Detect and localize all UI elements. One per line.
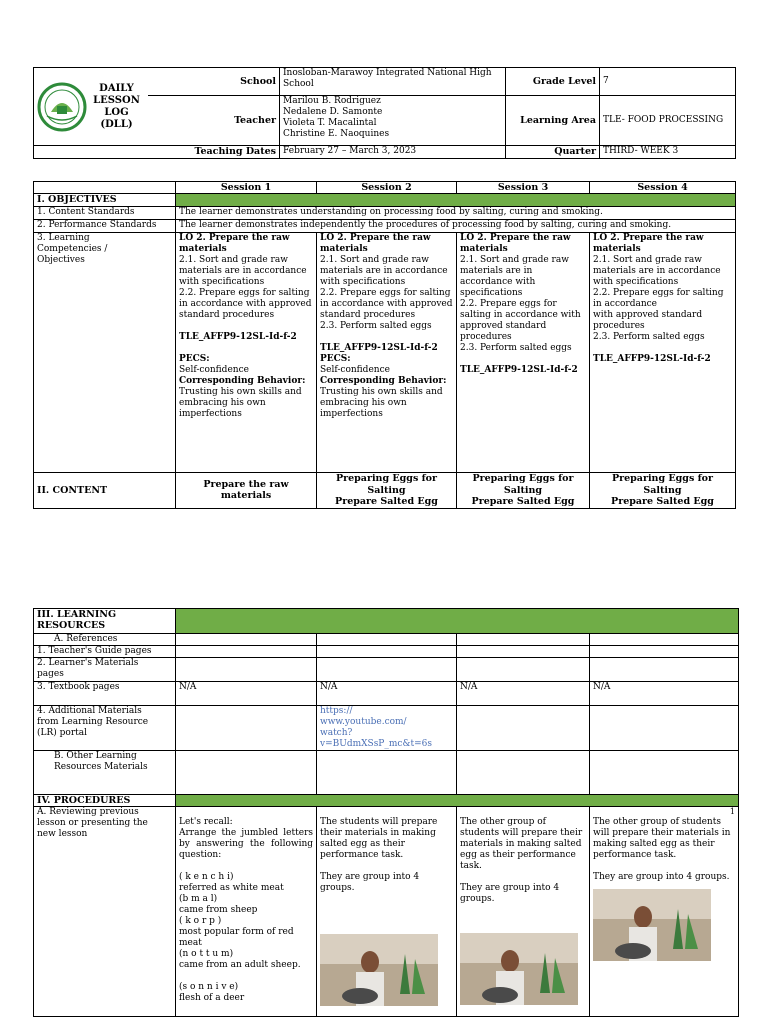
other-resources-label: B. Other Learning Resources Materials bbox=[34, 751, 176, 795]
teaching-dates-value: February 27 – March 3, 2023 bbox=[280, 146, 506, 159]
procedures-heading: IV. PROCEDURES bbox=[34, 795, 176, 807]
behavior-value: Trusting his own skills and embracing his own imperfections bbox=[179, 386, 302, 419]
textbook-label: 3. Textbook pages bbox=[34, 682, 176, 706]
school-seal-logo bbox=[37, 82, 87, 132]
dll-title: DAILY LESSON LOG (DLL) bbox=[93, 82, 140, 130]
textbook-value-4: N/A bbox=[590, 682, 739, 706]
header-table bbox=[33, 67, 736, 159]
learners-materials-label: 2. Learner's Materials pages bbox=[34, 658, 176, 682]
textbook-value-1: N/A bbox=[176, 682, 317, 706]
student-video-thumbnail bbox=[593, 889, 711, 961]
competency-code: TLE_AFFP9-12SL-Id-f-2 bbox=[179, 331, 297, 342]
procedure-text: The other group of students will prepare their materials in making salted egg as their performance task. They are group into 4 groups. bbox=[460, 817, 583, 905]
empty-cell bbox=[457, 706, 590, 751]
session-4-competencies bbox=[590, 232, 736, 472]
empty-cell bbox=[457, 751, 590, 795]
competencies-label: 3. Learning Competencies / Objectives bbox=[34, 232, 176, 472]
lo-title: LO 2. Prepare the raw materials bbox=[320, 232, 431, 254]
recall-intro: Let's recall: Arrange the jumbled letters by answering the following question: bbox=[179, 817, 313, 861]
behavior-value: Trusting his own skills and embracing his own imperfections bbox=[320, 386, 443, 419]
procedure-text: The other group of students will prepare their materials in making salted egg as their performance task. They are group into 4 groups. bbox=[593, 817, 731, 883]
procedure-text: The students will prepare their materials in making salted egg as their performance task. They are group into 4 groups. bbox=[320, 817, 438, 894]
competency-code: TLE_AFFP9-12SL-Id-f-2 bbox=[320, 342, 438, 353]
empty-cell bbox=[317, 646, 457, 658]
content-heading: II. CONTENT bbox=[34, 472, 176, 508]
page-number: 1 bbox=[729, 807, 735, 817]
session-3-competencies bbox=[457, 232, 590, 472]
objectives-table bbox=[33, 181, 736, 509]
session-2-content: Preparing Eggs for Salting Prepare Salted Egg bbox=[317, 472, 457, 508]
competency-body: 2.1. Sort and grade raw materials are in accordance with specifications 2.2. Prepare eggs for salting in accordance with approved standard procedures 2.3. Perform salted eggs bbox=[320, 254, 453, 331]
session-4-procedure bbox=[590, 807, 739, 1017]
student-video-thumbnail bbox=[460, 933, 578, 1005]
session-1-competencies bbox=[176, 232, 317, 472]
session-1-content: Prepare the raw materials bbox=[176, 472, 317, 508]
lo-title: LO 2. Prepare the raw materials bbox=[593, 232, 704, 254]
youtube-link[interactable]: https:// www.youtube.com/ watch? v=BUdmXSsP_mc&t=6s bbox=[317, 706, 457, 751]
session-3-header: Session 3 bbox=[457, 182, 590, 194]
behavior-label: Corresponding Behavior: bbox=[179, 375, 306, 386]
session-1-header: Session 1 bbox=[176, 182, 317, 194]
quarter-value: THIRD- WEEK 3 bbox=[600, 146, 736, 159]
grade-label: Grade Level bbox=[506, 68, 600, 96]
empty-cell bbox=[317, 658, 457, 682]
textbook-value-2: N/A bbox=[317, 682, 457, 706]
empty-cell bbox=[176, 634, 317, 646]
objectives-green-bar bbox=[176, 194, 736, 206]
behavior-label: Corresponding Behavior: bbox=[320, 375, 447, 386]
pecs-value: Self-confidence bbox=[179, 364, 249, 375]
resources-green-bar bbox=[176, 609, 739, 634]
empty-cell bbox=[590, 706, 739, 751]
competency-code: TLE_AFFP9-12SL-Id-f-2 bbox=[593, 353, 711, 364]
empty-cell bbox=[590, 658, 739, 682]
empty-cell bbox=[590, 634, 739, 646]
grade-value: 7 bbox=[600, 68, 736, 96]
session-2-competencies bbox=[317, 232, 457, 472]
reviewing-lesson-label: A. Reviewing previous lesson or presenting the new lesson bbox=[34, 807, 176, 1017]
session-3-content: Preparing Eggs for Salting Prepare Salted Egg bbox=[457, 472, 590, 508]
performance-standards-label: 2. Performance Standards bbox=[34, 219, 176, 232]
content-standards-label: 1. Content Standards bbox=[34, 206, 176, 219]
blank-cell bbox=[34, 146, 148, 159]
empty-cell bbox=[457, 658, 590, 682]
pecs-value: Self-confidence bbox=[320, 364, 390, 375]
pecs-label: PECS: bbox=[320, 353, 351, 364]
learning-area-label: Learning Area bbox=[506, 96, 600, 146]
quarter-label: Quarter bbox=[506, 146, 600, 159]
logo-cell bbox=[34, 68, 148, 146]
additional-materials-label: 4. Additional Materials from Learning Resource (LR) portal bbox=[34, 706, 176, 751]
empty-cell bbox=[317, 634, 457, 646]
competency-body: 2.1. Sort and grade raw materials are in accordance with specifications 2.2. Prepare eggs for salting in accordance with approved standard procedures bbox=[179, 254, 312, 320]
jumbled-letters-list: ( k e n c h i) referred as white meat (b m a l) came from sheep ( k o r p ) most popular form of red meat (n o t t u m) came from an adult sheep. (s o n n i v e) flesh of a deer bbox=[179, 872, 301, 1004]
session-3-procedure bbox=[457, 807, 590, 1017]
empty-cell bbox=[457, 646, 590, 658]
content-standards-value: The learner demonstrates understanding on processing food by salting, curing and smoking. bbox=[176, 206, 736, 219]
session-2-procedure bbox=[317, 807, 457, 1017]
lo-title: LO 2. Prepare the raw materials bbox=[460, 232, 571, 254]
resources-procedures-table bbox=[33, 608, 739, 1017]
empty-cell bbox=[176, 646, 317, 658]
textbook-value-3: N/A bbox=[457, 682, 590, 706]
empty-cell bbox=[590, 646, 739, 658]
empty-cell bbox=[457, 634, 590, 646]
session-4-content: Preparing Eggs for Salting Prepare Salted Egg bbox=[590, 472, 736, 508]
performance-standards-value: The learner demonstrates independently the procedures of processing food by salting, curing and smoking. bbox=[176, 219, 736, 232]
competency-body: 2.1. Sort and grade raw materials are in accordance with specifications 2.2. Prepare eggs for salting in accordance with approved standard procedures 2.3. Perform salted eggs bbox=[460, 254, 581, 353]
school-value: Inosloban-Marawoy Integrated National High School bbox=[280, 68, 506, 96]
school-label: School bbox=[148, 68, 280, 96]
teachers-guide-label: 1. Teacher's Guide pages bbox=[34, 646, 176, 658]
lo-title: LO 2. Prepare the raw materials bbox=[179, 232, 290, 254]
learning-area-value: TLE- FOOD PROCESSING bbox=[600, 96, 736, 146]
session-1-procedure bbox=[176, 807, 317, 1017]
procedures-green-bar bbox=[176, 795, 739, 807]
empty-cell bbox=[317, 751, 457, 795]
session-2-header: Session 2 bbox=[317, 182, 457, 194]
teaching-dates-label: Teaching Dates bbox=[148, 146, 280, 159]
student-video-thumbnail bbox=[320, 934, 438, 1006]
teacher-label: Teacher bbox=[148, 96, 280, 146]
competency-code: TLE_AFFP9-12SL-Id-f-2 bbox=[460, 364, 578, 375]
blank-header bbox=[34, 182, 176, 194]
objectives-heading: I. OBJECTIVES bbox=[34, 194, 176, 206]
teacher-value: Marilou B. Rodriguez Nedalene D. Samonte Violeta T. Macalintal Christine E. Naoquines bbox=[280, 96, 506, 146]
empty-cell bbox=[590, 751, 739, 795]
empty-cell bbox=[176, 706, 317, 751]
resources-heading: III. LEARNING RESOURCES bbox=[34, 609, 176, 634]
empty-cell bbox=[176, 751, 317, 795]
references-label: A. References bbox=[34, 634, 176, 646]
pecs-label: PECS: bbox=[179, 353, 210, 364]
session-4-header: Session 4 bbox=[590, 182, 736, 194]
empty-cell bbox=[176, 658, 317, 682]
competency-body: 2.1. Sort and grade raw materials are in accordance with specifications 2.2. Prepare eggs for salting in accordance with approved standard procedures 2.3. Perform salted eggs bbox=[593, 254, 724, 342]
